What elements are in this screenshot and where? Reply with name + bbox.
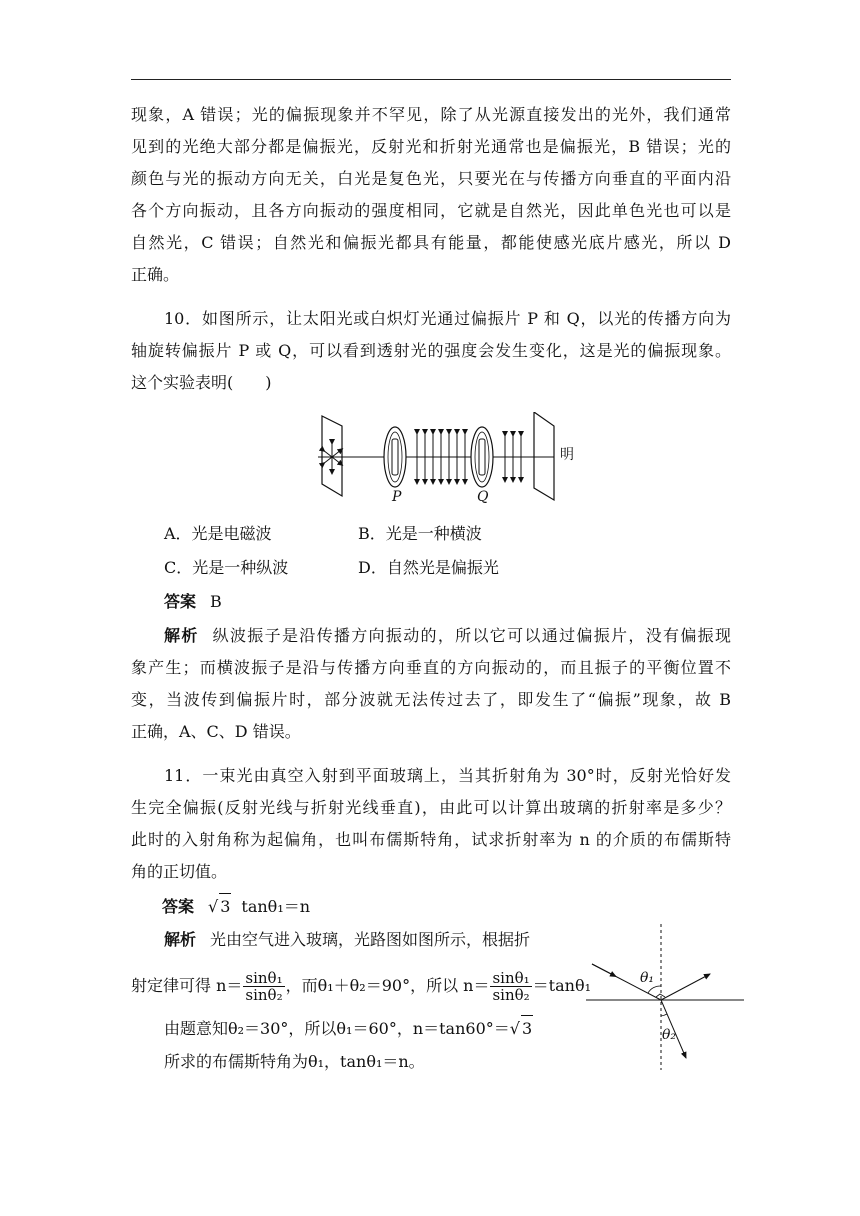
fraction-denominator: sinθ₂ xyxy=(492,986,530,1004)
text-line: 见到的光绝大部分都是偏振光，反射光和折射光通常也是偏振光，B 错误；光的 xyxy=(131,137,731,156)
q11-analysis-line3: 由题意知θ₂＝30°，所以θ₁＝60°，n＝tan60°＝√ 3 xyxy=(164,1015,533,1042)
fraction xyxy=(243,970,284,1003)
answer-value: B xyxy=(210,592,222,611)
q10-answer xyxy=(164,589,222,615)
answer-sqrt: 3 xyxy=(219,893,231,920)
q10-analysis-line: 变，当波传到偏振片时，部分波就无法传过去了，即发生了“偏振”现象，故 B xyxy=(131,690,731,709)
option-a: A．光是电磁波 xyxy=(164,524,272,543)
q11-stem-line: 生完全偏振(反射光线与折射光线垂直)，由此可以计算出玻璃的折射率是多少？ xyxy=(131,798,731,817)
q10-analysis-line: 象产生；而横波振子是沿与传播方向垂直的方向振动的，而且振子的平衡位置不 xyxy=(131,658,731,677)
refraction-figure xyxy=(586,924,746,1070)
analysis-label: 解析 xyxy=(164,626,199,645)
text-line: 现象，A 错误；光的偏振现象并不罕见，除了从光源直接发出的光外，我们通常 xyxy=(131,105,731,124)
analysis-text: 射定律可得 n＝ xyxy=(131,976,243,995)
answer-label: 答案 xyxy=(162,897,195,916)
sqrt-value: 3 xyxy=(521,1015,533,1042)
fraction-numerator: sinθ₁ xyxy=(245,969,283,987)
analysis-text: ，而θ₁＋θ₂＝90°，所以 n＝ xyxy=(285,976,490,995)
analysis-text: 由题意知θ₂＝30°，所以θ₁＝60°，n＝tan60°＝ xyxy=(164,1019,510,1038)
fraction xyxy=(490,970,531,1003)
fraction-numerator: sinθ₁ xyxy=(492,969,530,987)
q11-analysis-line2 xyxy=(131,968,591,1004)
label-theta1: θ₁ xyxy=(640,970,655,986)
q10-analysis-line xyxy=(164,620,731,652)
figure-label-p: P xyxy=(392,489,402,505)
polarizer-figure xyxy=(318,412,580,512)
q10-stem-line: 这个实验表明( ) xyxy=(131,373,272,392)
q10-stem-line: 10．如图所示，让太阳光或白炽灯光通过偏振片 P 和 Q，以光的传播方向为 xyxy=(164,309,731,328)
text-line: 颜色与光的振动方向无关，白光是复色光，只要光在与传播方向垂直的平面内沿 xyxy=(131,169,731,188)
analysis-text: 纵波振子是沿传播方向振动的，所以它可以通过偏振片，没有偏振现 xyxy=(212,626,731,645)
q11-analysis-line4: 所求的布儒斯特角为θ₁，tanθ₁＝n。 xyxy=(164,1052,425,1071)
text-line: 正确。 xyxy=(131,265,180,284)
answer-rest: tanθ₁＝n xyxy=(241,897,311,916)
figure-label-bright: 明 xyxy=(560,447,574,463)
figure-label-q: Q xyxy=(477,489,489,505)
q10-analysis-line: 正确，A、C、D 错误。 xyxy=(131,722,301,741)
fraction-denominator: sinθ₂ xyxy=(245,986,283,1004)
text-line: 自然光，C 错误；自然光和偏振光都具有能量，都能使感光底片感光，所以 D xyxy=(131,233,731,252)
q11-stem-line: 角的正切值。 xyxy=(131,862,228,881)
option-d: D．自然光是偏振光 xyxy=(358,558,499,577)
q10-stem-line: 轴旋转偏振片 P 或 Q，可以看到透射光的强度会发生变化，这是光的偏振现象。 xyxy=(131,341,731,360)
analysis-text: ＝tanθ₁ xyxy=(532,976,591,995)
header-rule xyxy=(131,79,731,80)
analysis-label: 解析 xyxy=(164,930,197,949)
q11-analysis-line1 xyxy=(164,927,530,953)
analysis-text: 光由空气进入玻璃，光路图如图所示，根据折 xyxy=(210,930,531,949)
q11-stem-line: 此时的入射角称为起偏角，也叫布儒斯特角，试求折射率为 n 的介质的布儒斯特 xyxy=(131,830,731,849)
q11-stem-line: 11．一束光由真空入射到平面玻璃上，当其折射角为 30°时，反射光恰好发 xyxy=(164,766,731,785)
answer-label: 答案 xyxy=(164,592,197,611)
label-theta2: θ₂ xyxy=(662,1027,677,1043)
option-b: B．光是一种横波 xyxy=(358,524,482,543)
option-c: C．光是一种纵波 xyxy=(164,558,289,577)
q11-answer: 答案 √ 3 tanθ₁＝n xyxy=(162,893,310,920)
text-line: 各个方向振动，且各方向振动的强度相同，它就是自然光，因此单色光也可以是 xyxy=(131,201,731,220)
